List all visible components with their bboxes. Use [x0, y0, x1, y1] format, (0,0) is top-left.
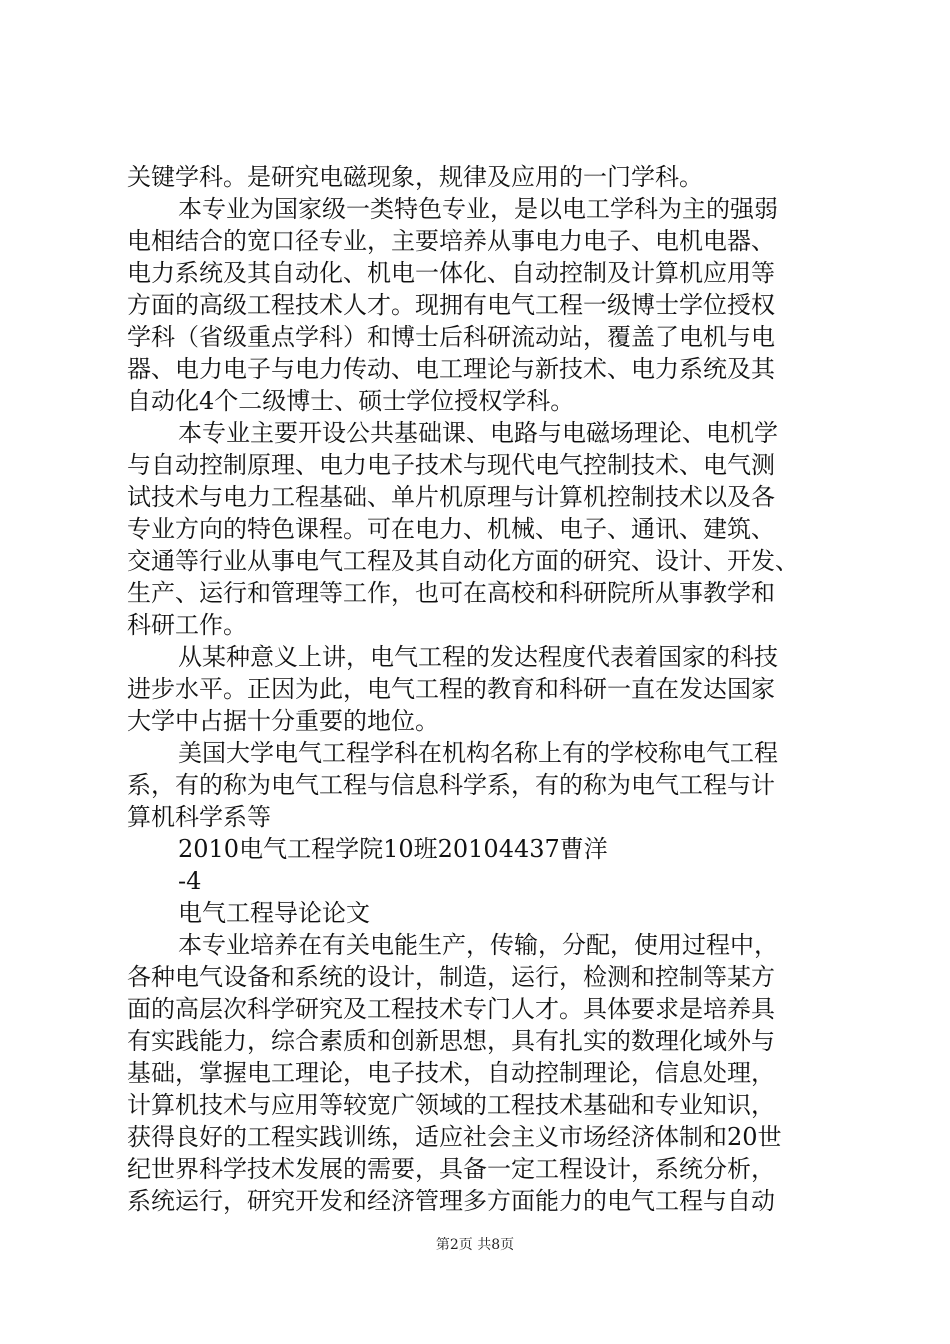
- text-line: 从某种意义上讲，电气工程的发达程度代表着国家的科技: [178, 643, 778, 671]
- text-line: 获得良好的工程实践训练，适应社会主义市场经济体制和20世: [127, 1123, 782, 1151]
- text-line: 纪世界科学技术发展的需要，具备一定工程设计，系统分析，: [127, 1155, 775, 1183]
- text-line: 本专业为国家级一类特色专业，是以电工学科为主的强弱: [178, 195, 778, 223]
- text-line: 自动化4个二级博士、硕士学位授权学科。: [127, 387, 575, 415]
- text-line: 方面的高级工程技术人才。现拥有电气工程一级博士学位授权: [127, 291, 775, 319]
- text-line: 2010电气工程学院10班20104437曹洋: [178, 835, 608, 863]
- text-line: 面的高层次科学研究及工程技术专门人才。具体要求是培养具: [127, 995, 775, 1023]
- text-line: 计算机技术与应用等较宽广领域的工程技术基础和专业知识，: [127, 1091, 775, 1119]
- text-line: 系统运行，研究开发和经济管理多方面能力的电气工程与自动: [127, 1187, 775, 1215]
- page-footer: 第2页 共8页: [435, 1237, 515, 1253]
- text-line: 试技术与电力工程基础、单片机原理与计算机控制技术以及各: [127, 483, 775, 511]
- document-body: [127, 161, 833, 1217]
- text-line: 学科（省级重点学科）和博士后科研流动站，覆盖了电机与电: [127, 323, 775, 351]
- text-line: 美国大学电气工程学科在机构名称上有的学校称电气工程: [178, 739, 778, 767]
- text-line: 基础，掌握电工理论，电子技术，自动控制理论，信息处理，: [127, 1059, 775, 1087]
- text-line: 科研工作。: [127, 611, 247, 639]
- text-line: 电相结合的宽口径专业，主要培养从事电力电子、电机电器、: [127, 227, 775, 255]
- text-line: 与自动控制原理、电力电子技术与现代电气控制技术、电气测: [127, 451, 775, 479]
- text-line: 有实践能力，综合素质和创新思想，具有扎实的数理化域外与: [127, 1027, 775, 1055]
- text-line: 大学中占据十分重要的地位。: [127, 707, 439, 735]
- text-line: 生产、运行和管理等工作，也可在高校和科研院所从事教学和: [127, 579, 775, 607]
- text-line: 算机科学系等: [127, 803, 271, 831]
- text-line: -4: [178, 867, 202, 895]
- text-line: 专业方向的特色课程。可在电力、机械、电子、通讯、建筑、: [127, 515, 775, 543]
- text-line: 各种电气设备和系统的设计，制造，运行，检测和控制等某方: [127, 963, 775, 991]
- text-line: 关键学科。是研究电磁现象，规律及应用的一门学科。: [127, 163, 703, 191]
- text-line: 进步水平。正因为此，电气工程的教育和科研一直在发达国家: [127, 675, 775, 703]
- text-line: 电力系统及其自动化、机电一体化、自动控制及计算机应用等: [127, 259, 775, 287]
- text-line: 系，有的称为电气工程与信息科学系，有的称为电气工程与计: [127, 771, 775, 799]
- text-line: 本专业主要开设公共基础课、电路与电磁场理论、电机学: [178, 419, 778, 447]
- text-line: 器、电力电子与电力传动、电工理论与新技术、电力系统及其: [127, 355, 775, 383]
- text-line: 电气工程导论论文: [178, 899, 370, 927]
- text-line: 交通等行业从事电气工程及其自动化方面的研究、设计、开发、: [127, 547, 799, 575]
- text-line: 本专业培养在有关电能生产，传输，分配，使用过程中，: [178, 931, 778, 959]
